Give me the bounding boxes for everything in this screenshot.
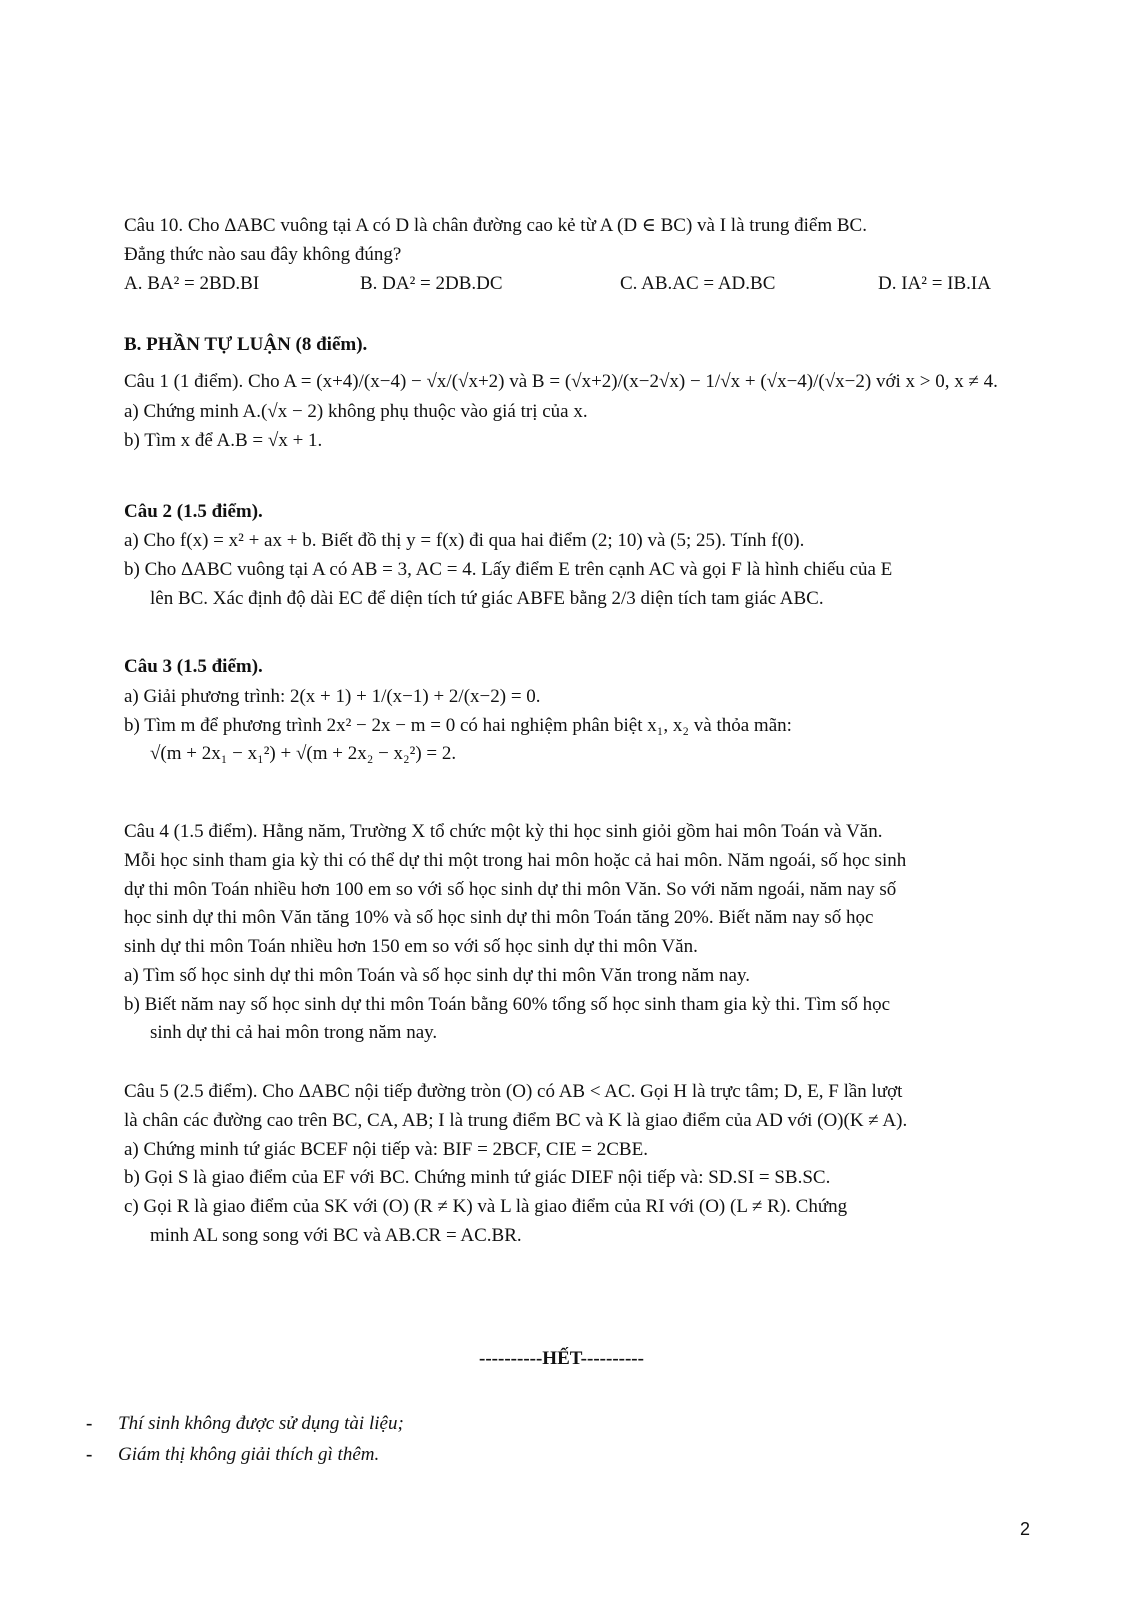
section-b-heading	[124, 333, 1044, 362]
question-3-part-a: a) Giải phương trình: 2(x + 1) + 1/(x−1) + 2/(x−2) = 0.	[124, 685, 541, 707]
question-10-prompt: Đẳng thức nào sau đây không đúng?	[124, 243, 402, 265]
section-b-title: B. PHẦN TỰ LUẬN (8 điểm).	[124, 334, 368, 355]
question-4-part-a: a) Tìm số học sinh dự thi môn Toán và số học sinh dự thi môn Văn trong năm nay.	[124, 964, 750, 986]
question-5-line1: Câu 5 (2.5 điểm). Cho ΔABC nội tiếp đường tròn (O) có AB < AC. Gọi H là trực tâm; D, E, F lần lượt	[124, 1081, 903, 1102]
bullet-dash-icon: -	[86, 1413, 93, 1434]
question-4-line4: học sinh dự thi môn Văn tăng 10% và số học sinh dự thi môn Toán tăng 20%. Biết năm nay số học	[124, 907, 874, 929]
question-5	[124, 1080, 1044, 1253]
note-text: Thí sinh không được sử dụng tài liệu;	[118, 1413, 404, 1434]
question-10-options	[124, 272, 1044, 298]
question-5-part-c-line1: c) Gọi R là giao điểm của SK với (O) (R ≠ K) và L là giao điểm của RI với (O) (L ≠ R). Chứng	[124, 1196, 848, 1217]
question-1	[124, 370, 1044, 457]
question-4-line5: sinh dự thi môn Toán nhiều hơn 150 em so với số học sinh dự thi môn Văn.	[124, 936, 698, 957]
bullet-dash-icon: -	[86, 1443, 93, 1465]
question-4-line3: dự thi môn Toán nhiều hơn 100 em so với số học sinh dự thi môn Văn. So với năm ngoái, năm nay số	[124, 878, 897, 900]
question-10	[124, 214, 1044, 298]
question-2-part-b-line2: lên BC. Xác định độ dài EC để diện tích tứ giác ABFE bằng 2/3 diện tích tam giác ABC.	[150, 588, 824, 610]
page-number: 2	[1019, 1519, 1030, 1539]
note-item	[86, 1443, 404, 1467]
question-2-part-b-line1: b) Cho ΔABC vuông tại A có AB = 3, AC = 4. Lấy điểm E trên cạnh AC và gọi F là hình chiếu của E	[124, 558, 893, 580]
question-4-line1: Câu 4 (1.5 điểm). Hằng năm, Trường X tổ chức một kỳ thi học sinh giỏi gồm hai môn Toán và Văn.	[124, 821, 883, 842]
question-2-title: Câu 2 (1.5 điểm).	[124, 501, 263, 522]
question-2	[124, 500, 1044, 616]
question-3-part-b-line2: √(m + 2x₁ − x₁²) + √(m + 2x₂ − x₂²) = 2.	[150, 743, 457, 765]
option-c: C. AB.AC = AD.BC	[620, 272, 776, 294]
question-4-part-b-line1: b) Biết năm nay số học sinh dự thi môn Toán bằng 60% tổng số học sinh tham gia kỳ thi. Tìm số học	[124, 993, 891, 1015]
note-item	[86, 1412, 404, 1436]
question-2-part-a: a) Cho f(x) = x² + ax + b. Biết đồ thị y = f(x) đi qua hai điểm (2; 10) và (5; 25). Tính f(0).	[124, 529, 805, 551]
question-3-title: Câu 3 (1.5 điểm).	[124, 656, 263, 677]
end-mark: ----------HẾT----------	[479, 1348, 644, 1369]
option-d: D. IA² = IB.IA	[878, 272, 991, 294]
question-3	[124, 655, 1044, 771]
question-5-part-b: b) Gọi S là giao điểm của EF với BC. Chứng minh tứ giác DIEF nội tiếp và: SD.SI = SB.SC.	[124, 1167, 831, 1189]
question-5-part-c-line2: minh AL song song với BC và AB.CR = AC.BR.	[150, 1224, 522, 1246]
question-4-line2: Mỗi học sinh tham gia kỳ thi có thể dự thi một trong hai môn hoặc cả hai môn. Năm ngoái, số học sinh	[124, 849, 907, 871]
question-4-part-b-line2: sinh dự thi cả hai môn trong năm nay.	[150, 1022, 438, 1044]
question-1-part-a: a) Chứng minh A.(√x − 2) không phụ thuộc vào giá trị của x.	[124, 400, 588, 422]
question-10-stem: Câu 10. Cho ΔABC vuông tại A có D là chân đường cao kẻ từ A (D ∈ BC) và I là trung điểm BC.	[124, 215, 867, 236]
question-4	[124, 820, 1044, 1050]
question-5-line2: là chân các đường cao trên BC, CA, AB; I là trung điểm BC và K là giao điểm của AD với (O)(K ≠ A).	[124, 1109, 908, 1131]
question-1-part-b: b) Tìm x để A.B = √x + 1.	[124, 429, 323, 451]
option-b: B. DA² = 2DB.DC	[360, 272, 503, 294]
note-text: Giám thị không giải thích gì thêm.	[118, 1443, 380, 1465]
exam-notes	[86, 1412, 404, 1474]
option-a: A. BA² = 2BD.BI	[124, 272, 260, 294]
question-3-part-b-line1: b) Tìm m để phương trình 2x² − 2x − m = 0 có hai nghiệm phân biệt x₁, x₂ và thỏa mãn:	[124, 714, 792, 736]
question-5-part-a: a) Chứng minh tứ giác BCEF nội tiếp và: BIF = 2BCF, CIE = 2CBE.	[124, 1138, 648, 1160]
question-1-intro: Câu 1 (1 điểm). Cho A = (x+4)/(x−4) − √x/(√x+2) và B = (√x+2)/(x−2√x) − 1/√x + (√x−4)/(√x−2) với x > 0, x ≠ 4.	[124, 371, 998, 392]
